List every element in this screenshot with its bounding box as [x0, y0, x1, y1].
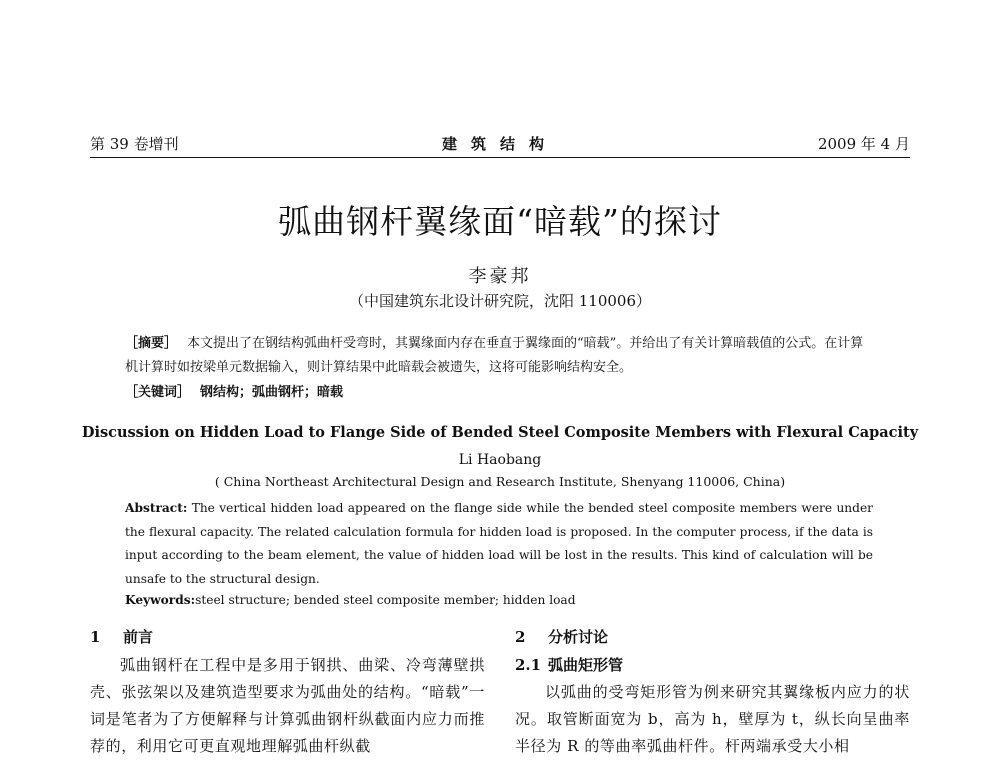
cn-keywords-label: ［关键词］ — [125, 385, 191, 400]
cn-abstract-label: ［摘要］ — [125, 336, 178, 351]
section-2-title: 分析讨论 — [548, 628, 609, 646]
journal-date: 2009 年 4 月 — [817, 135, 910, 153]
journal-name: 建筑结构 — [441, 135, 558, 153]
section-1-heading — [90, 626, 485, 647]
section-2-1-heading — [515, 654, 910, 675]
en-affiliation: ( China Northeast Architectural Design and Research Institute, Shenyang 110006, China) — [214, 474, 786, 489]
en-keywords — [125, 593, 875, 607]
author: 李豪邦 — [468, 266, 532, 287]
cn-abstract-text: 本文提出了在钢结构弧曲杆受弯时，其翼缘面内存在垂直于翼缘面的“暗载”。并给出了有关计算暗载值的公式。在计算机计算时如按梁单元数据输入，则计算结果中此暗载会被遗失，这将可能影响结构安全。 — [125, 336, 864, 375]
section-2-1-title: 弧曲矩形管 — [548, 656, 624, 674]
affiliation: （中国建筑东北设计研究院，沈阳 110006） — [348, 292, 652, 310]
paper-title: 弧曲钢杆翼缘面“暗载”的探讨 — [278, 202, 722, 241]
section-2-1-body: 以弧曲的受弯矩形管为例来研究其翼缘板内应力的状况。取管断面宽为 b，高为 h，壁厚为 t，纵长向呈曲率半径为 R 的等曲率弧曲杆件。杆两端承受大小相 — [515, 683, 910, 755]
header-rule — [90, 157, 910, 158]
section-1-number: 1 — [90, 628, 101, 646]
section-2-number: 2 — [515, 628, 526, 646]
section-2-1-number: 2.1 — [515, 656, 542, 674]
en-keywords-label: Keywords: — [125, 593, 196, 607]
section-2-heading — [515, 626, 910, 647]
en-abstract-label: Abstract: — [125, 501, 188, 515]
en-keywords-text: steel structure; bended steel composite member; hidden load — [195, 593, 576, 607]
en-abstract-text: The vertical hidden load appeared on the flange side while the bended steel composite members were under the flexural capacity. The related calculation formula for hidden load is proposed. In the computer process, if the data is input according to the beam element, the value of hidden load will be lost in the results. This kind of calculation will be unsafe to the structural design. — [125, 501, 873, 586]
cn-keywords — [125, 381, 875, 405]
section-1-body: 弧曲钢杆在工程中是多用于钢拱、曲梁、冷弯薄壁拱壳、张弦架以及建筑造型要求为弧曲处的结构。“暗载”一词是笔者为了方便解释与计算弧曲钢杆纵截面内应力而推荐的，利用它可更直观地理解弧曲杆纵截 — [90, 656, 485, 755]
en-author: Li Haobang — [458, 452, 542, 468]
journal-volume: 第 39 卷增刊 — [90, 135, 179, 153]
en-abstract — [125, 497, 873, 591]
cn-keywords-text: 钢结构；弧曲钢杆；暗载 — [200, 385, 344, 400]
cn-abstract — [125, 332, 875, 380]
section-1-title: 前言 — [123, 628, 154, 646]
en-title: Discussion on Hidden Load to Flange Side of Bended Steel Composite Members with Flexural Capacity — [81, 424, 919, 441]
